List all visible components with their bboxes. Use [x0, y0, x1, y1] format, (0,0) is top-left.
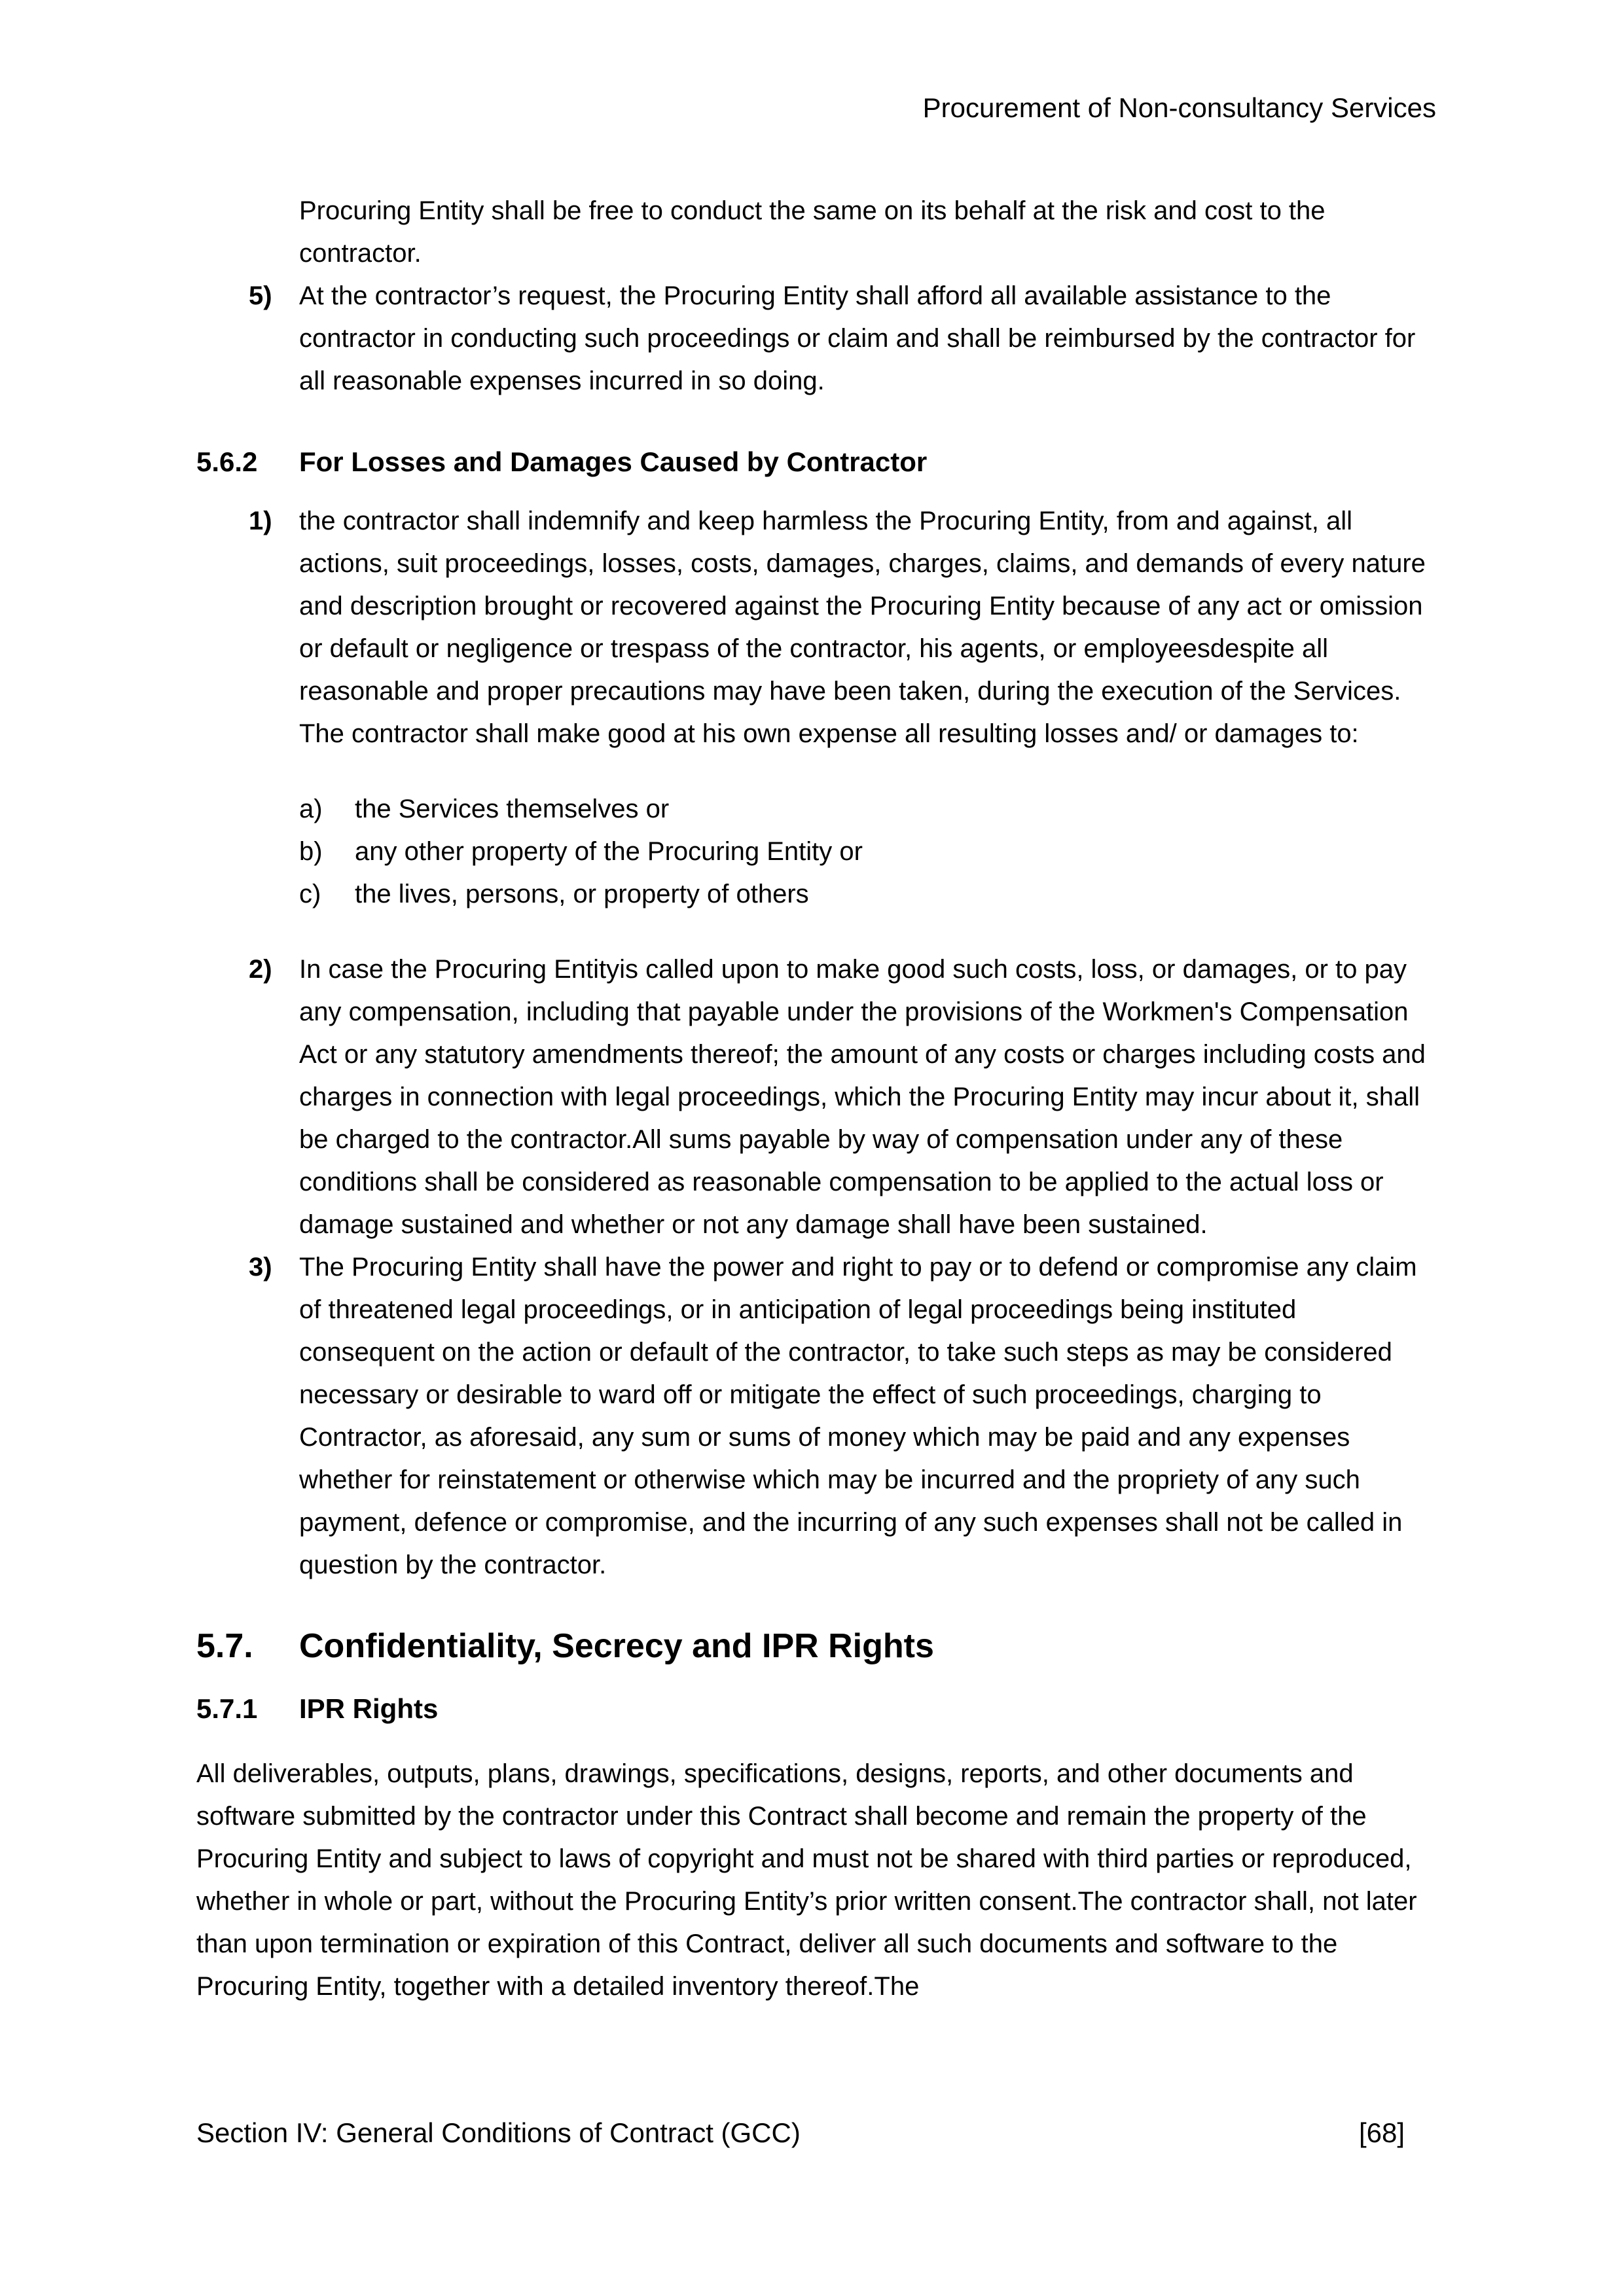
- item-number: 2): [249, 955, 272, 984]
- section-number: 5.7.1: [196, 1693, 258, 1724]
- document-body: [196, 190, 1436, 2008]
- numbered-item-5: [196, 275, 1436, 403]
- sub-item-letter: c): [299, 880, 321, 908]
- item-number: 3): [249, 1253, 272, 1282]
- sub-item-text: any other property of the Procuring Entity or: [355, 837, 863, 866]
- lettered-sub-list: [196, 788, 1436, 916]
- item-number: 1): [249, 507, 272, 535]
- sub-item-b: [196, 831, 1436, 873]
- header-title: Procurement of Non-consultancy Services: [922, 92, 1436, 123]
- numbered-item-3: [196, 1246, 1436, 1587]
- continuation-paragraph: Procuring Entity shall be free to conduct the same on its behalf at the risk and cost to the contractor.: [299, 196, 1326, 268]
- ipr-rights-paragraph: All deliverables, outputs, plans, drawings, specifications, designs, reports, and other documents and software submitted by the contractor under this Contract shall become and remain the property of the Procuring Entity and subject to laws of copyright and must not be shared with third parties or reproduced, whether in whole or part, without the Procuring Entity’s prior written consent.The contractor shall, not later than upon termination or expiration of this Contract, deliver all such documents and software to the Procuring Entity, together with a detailed inventory thereof.The: [196, 1759, 1417, 2001]
- item-text: the contractor shall indemnify and keep harmless the Procuring Entity, from and against, all actions, suit proceedings, losses, costs, damages, charges, claims, and demands of every nature and description brought or recovered against the Procuring Entity because of any act or omission or default or negligence or trespass of the contractor, his agents, or employeesdespite all reasonable and proper precautions may have been taken, during the execution of the Services. The contractor shall make good at his own expense all resulting losses and/ or damages to:: [299, 507, 1426, 748]
- section-title: IPR Rights: [299, 1693, 439, 1724]
- footer-section-label: Section IV: General Conditions of Contract (GCC): [196, 2117, 801, 2148]
- page-footer: [196, 2117, 1436, 2149]
- page-number: [68]: [1358, 2117, 1405, 2148]
- section-title: Confidentiality, Secrecy and IPR Rights: [299, 1627, 934, 1665]
- section-title: For Losses and Damages Caused by Contractor: [299, 446, 928, 477]
- item-number: 5): [249, 281, 272, 310]
- item-text: In case the Procuring Entityis called upon to make good such costs, loss, or damages, or to pay any compensation, including that payable under the provisions of the Workmen's Compensation Act or any statutory amendments thereof; the amount of any costs or charges including costs and charges in connection with legal proceedings, which the Procuring Entity may incur about it, shall be charged to the contractor.All sums payable by way of compensation under any of these conditions shall be considered as reasonable compensation to be applied to the actual loss or damage sustained and whether or not any damage shall have been sustained.: [299, 955, 1426, 1239]
- sub-item-a: [196, 788, 1436, 831]
- numbered-item-2: [196, 948, 1436, 1246]
- section-heading-562: [196, 440, 1436, 483]
- page-header: [196, 92, 1436, 124]
- section-number: 5.6.2: [196, 446, 258, 477]
- sub-item-text: the lives, persons, or property of others: [355, 880, 809, 908]
- section-number: 5.7.: [196, 1627, 253, 1665]
- sub-item-letter: a): [299, 795, 323, 823]
- section-heading-571: [196, 1687, 1436, 1730]
- sub-item-c: [196, 873, 1436, 916]
- sub-item-letter: b): [299, 837, 323, 866]
- item-text: The Procuring Entity shall have the power and right to pay or to defend or compromise any claim of threatened legal proceedings, or in anticipation of legal proceedings being instituted consequent on the action or default of the contractor, to take such steps as may be considered necessary or desirable to ward off or mitigate the effect of such proceedings, charging to Contractor, as aforesaid, any sum or sums of money which may be paid and any expenses whether for reinstatement or otherwise which may be incurred and the propriety of any such payment, defence or compromise, and the incurring of any such expenses shall not be called in question by the contractor.: [299, 1253, 1417, 1579]
- section-heading-57: [196, 1623, 1436, 1669]
- numbered-item-1: [196, 500, 1436, 755]
- sub-item-text: the Services themselves or: [355, 795, 670, 823]
- item-text: At the contractor’s request, the Procuring Entity shall afford all available assistance to the contractor in conducting such proceedings or claim and shall be reimbursed by the contractor for all reasonable expenses incurred in so doing.: [299, 281, 1416, 395]
